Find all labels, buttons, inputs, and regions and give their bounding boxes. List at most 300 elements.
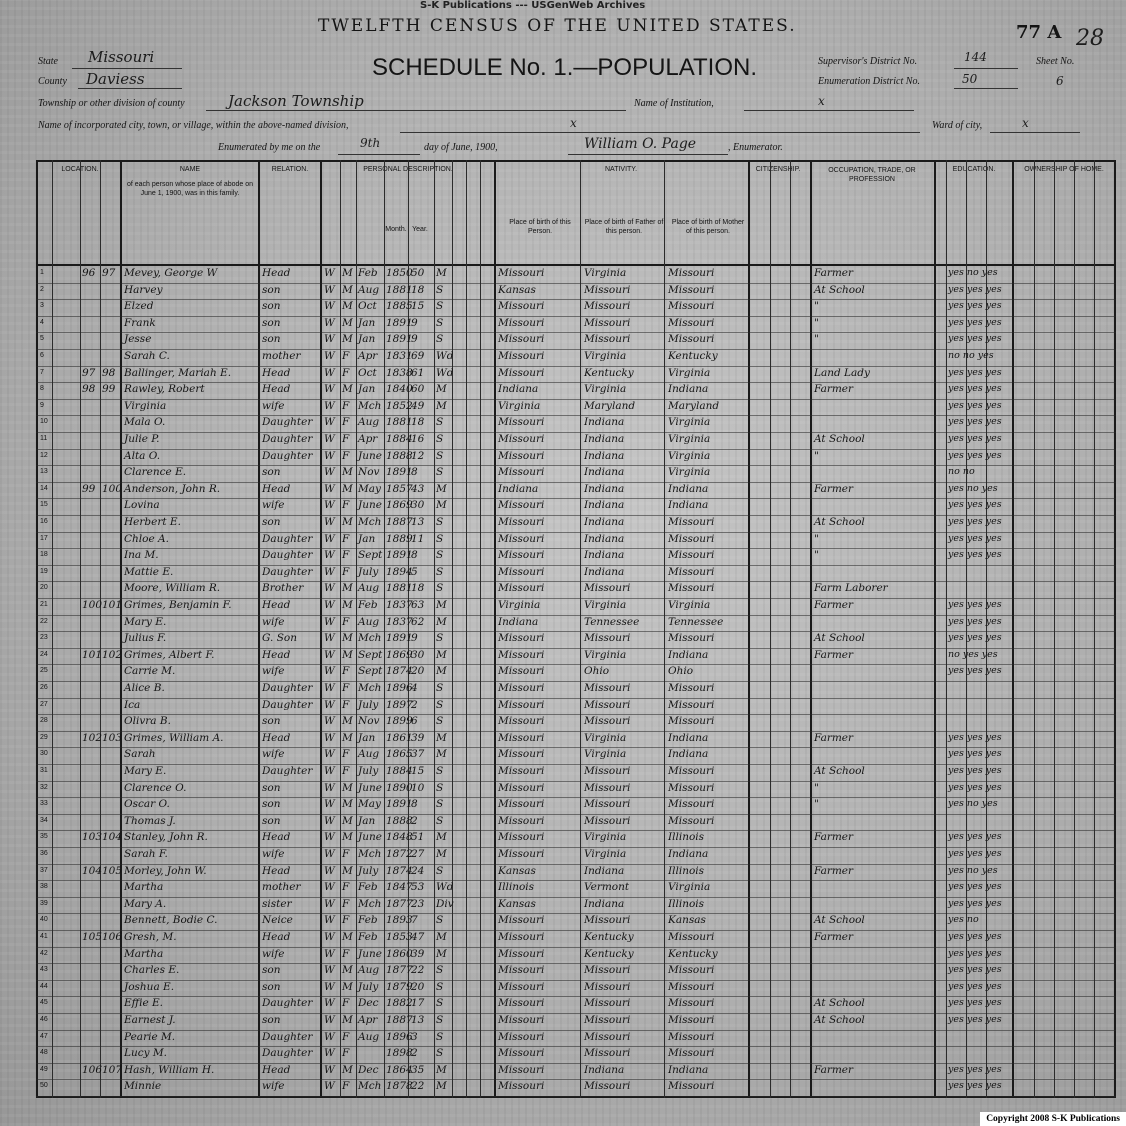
- row-b1: Missouri: [498, 582, 545, 595]
- row-b3: Illinois: [668, 897, 705, 910]
- row-year: 1848: [386, 831, 413, 844]
- row-occ: Farmer: [814, 831, 854, 844]
- row-fam: 98: [102, 366, 116, 379]
- row-edu: yes yes yes: [948, 665, 1002, 677]
- row-age: 39: [411, 731, 425, 744]
- row-month: Jan: [358, 731, 376, 744]
- row-rel: Daughter: [262, 449, 313, 462]
- row-sex: F: [342, 1080, 350, 1093]
- row-sex: M: [342, 333, 353, 346]
- row-b2: Missouri: [584, 316, 631, 329]
- row-month: Sept: [358, 648, 383, 661]
- row-month: Mch: [358, 848, 382, 860]
- row-n: 14: [40, 484, 48, 492]
- row-edu: yes yes yes: [948, 549, 1002, 561]
- month-label: day of June, 1900,: [424, 142, 498, 153]
- row-rel: Head: [262, 366, 291, 379]
- sheet-value: 6: [1056, 74, 1064, 88]
- row-n: 23: [40, 634, 48, 642]
- row-year: 1881: [386, 283, 413, 296]
- row-n: 29: [40, 733, 48, 741]
- table-row: [0, 864, 1126, 880]
- row-sex: F: [342, 765, 350, 777]
- row-year: 1891: [386, 549, 413, 562]
- row-b2: Vermont: [584, 881, 630, 894]
- table-row: [0, 432, 1126, 448]
- state-value: Missouri: [88, 48, 155, 66]
- row-color: W: [324, 698, 335, 711]
- row-ms: S: [436, 914, 444, 927]
- row-color: W: [324, 599, 335, 611]
- row-b2: Indiana: [584, 549, 625, 562]
- row-b1: Missouri: [498, 433, 545, 445]
- row-name: Grimes, William A.: [124, 731, 224, 744]
- row-b1: Missouri: [498, 831, 545, 844]
- row-month: Aug: [358, 615, 380, 628]
- row-name: Mevey, George W: [124, 267, 218, 279]
- row-sex: F: [342, 748, 350, 761]
- row-b1: Kansas: [498, 897, 536, 910]
- row-age: 49: [411, 399, 425, 412]
- township-label: Township or other division of county: [38, 98, 185, 109]
- row-age: 2: [411, 698, 418, 711]
- row-sex: F: [342, 399, 350, 412]
- row-b2: Missouri: [584, 698, 631, 711]
- row-month: Dec: [358, 997, 379, 1010]
- row-sex: M: [342, 632, 353, 645]
- table-row: [0, 1046, 1126, 1062]
- row-b3: Indiana: [668, 648, 709, 661]
- row-name: Sarah C.: [124, 350, 170, 362]
- row-b1: Missouri: [498, 781, 545, 794]
- row-occ: Farmer: [814, 383, 854, 396]
- row-ms: S: [436, 1047, 444, 1060]
- row-color: W: [324, 682, 335, 694]
- row-name: Frank: [124, 316, 156, 329]
- row-n: 24: [40, 650, 48, 658]
- row-rel: Head: [262, 1063, 291, 1076]
- row-edu: yes yes yes: [948, 599, 1002, 610]
- row-rel: son: [262, 316, 281, 329]
- row-rel: Daughter: [262, 565, 313, 578]
- row-dw: 101: [82, 648, 103, 661]
- row-b1: Missouri: [498, 516, 545, 528]
- row-sex: F: [342, 565, 350, 578]
- row-n: 9: [40, 401, 44, 409]
- row-year: 1865: [386, 748, 413, 761]
- col-citizenship: CITIZENSHIP.: [755, 166, 801, 173]
- row-rel: son: [262, 516, 281, 528]
- row-b1: Missouri: [498, 682, 545, 694]
- row-occ: ": [814, 532, 819, 545]
- table-row: [0, 598, 1126, 614]
- row-age: 2: [411, 1047, 418, 1060]
- row-ms: M: [436, 931, 447, 943]
- row-name: Ballinger, Mariah E.: [124, 366, 232, 379]
- row-rel: son: [262, 466, 281, 479]
- row-month: Mch: [358, 897, 382, 910]
- row-b3: Missouri: [668, 964, 715, 977]
- row-month: Mch: [358, 516, 382, 528]
- row-sex: F: [342, 914, 350, 927]
- row-edu: yes yes yes: [948, 931, 1002, 942]
- row-sex: M: [342, 316, 353, 329]
- row-sex: F: [342, 1030, 350, 1043]
- archive-banner: S-K Publications --- USGenWeb Archives: [420, 0, 646, 11]
- row-edu: no no: [948, 466, 975, 478]
- row-b2: Virginia: [584, 350, 627, 362]
- row-ms: S: [436, 433, 444, 445]
- row-b2: Virginia: [584, 599, 627, 611]
- row-b1: Missouri: [498, 499, 545, 512]
- city-label: Name of incorporated city, town, or village, within the above-named division,: [38, 120, 349, 131]
- row-month: Aug: [358, 582, 380, 595]
- row-occ: Farmer: [814, 267, 854, 279]
- row-b2: Indiana: [584, 449, 625, 462]
- row-n: 1: [40, 269, 44, 276]
- row-b3: Illinois: [668, 831, 705, 844]
- row-ms: M: [436, 665, 447, 678]
- row-b1: Missouri: [498, 665, 545, 678]
- row-sex: M: [342, 715, 353, 728]
- row-b2: Indiana: [584, 416, 625, 429]
- row-year: 1874: [386, 665, 413, 678]
- row-age: 24: [411, 864, 425, 877]
- row-edu: yes yes yes: [948, 632, 1002, 644]
- row-dw: 104: [82, 864, 103, 877]
- row-b3: Indiana: [668, 1063, 709, 1076]
- table-row: [0, 399, 1126, 415]
- row-b2: Indiana: [584, 897, 625, 910]
- row-age: 35: [411, 1063, 425, 1076]
- row-color: W: [324, 549, 335, 562]
- row-b3: Missouri: [668, 715, 715, 728]
- row-rel: G. Son: [262, 632, 297, 645]
- row-ms: Div: [436, 897, 454, 910]
- row-month: Apr: [358, 350, 378, 362]
- row-year: 1882: [386, 997, 413, 1010]
- row-ms: Wd: [436, 350, 454, 362]
- row-sex: F: [342, 947, 350, 960]
- row-b2: Kentucky: [584, 366, 634, 379]
- row-age: 9: [411, 316, 418, 329]
- row-rel: son: [262, 283, 281, 296]
- row-n: 4: [40, 318, 44, 326]
- row-month: July: [358, 698, 379, 711]
- row-color: W: [324, 532, 335, 545]
- row-month: Mch: [358, 1080, 382, 1093]
- row-b2: Missouri: [584, 914, 631, 927]
- row-sex: M: [342, 516, 353, 528]
- table-row: [0, 366, 1126, 382]
- row-color: W: [324, 482, 335, 495]
- enumerator-label: , Enumerator.: [728, 142, 783, 153]
- row-rel: Head: [262, 383, 291, 396]
- row-fam: 97: [102, 267, 116, 279]
- table-row: [0, 648, 1126, 664]
- row-ms: M: [436, 848, 447, 860]
- row-b2: Virginia: [584, 267, 627, 279]
- row-dw: 96: [82, 267, 96, 279]
- row-year: 1888: [386, 449, 413, 462]
- row-color: W: [324, 831, 335, 844]
- col-birth-person: Place of birth of this Person.: [509, 219, 571, 235]
- row-age: 7: [411, 914, 418, 927]
- row-n: 17: [40, 534, 48, 542]
- row-year: 1837: [386, 599, 413, 611]
- row-month: Mch: [358, 632, 382, 645]
- row-edu: yes yes yes: [948, 831, 1002, 843]
- row-b3: Kentucky: [668, 947, 718, 960]
- row-b2: Missouri: [584, 1080, 631, 1093]
- row-fam: 107: [102, 1063, 123, 1076]
- row-rel: wife: [262, 615, 285, 628]
- col-name-desc: of each person whose place of abode on June 1, 1900, was in this family.: [126, 181, 254, 197]
- row-fam: 102: [102, 648, 123, 661]
- row-name: Alice B.: [124, 682, 165, 694]
- row-age: 20: [411, 980, 425, 993]
- row-age: 2: [411, 814, 418, 827]
- row-rel: sister: [262, 897, 292, 910]
- row-year: 1888: [386, 814, 413, 827]
- row-age: 13: [411, 516, 425, 528]
- row-month: Jan: [358, 316, 376, 329]
- row-color: W: [324, 864, 335, 877]
- col-name: NAME: [179, 166, 201, 173]
- row-year: 1889: [386, 532, 413, 545]
- row-dw: 106: [82, 1063, 103, 1076]
- row-age: 11: [411, 532, 425, 545]
- table-row: [0, 1063, 1126, 1079]
- row-rel: Head: [262, 482, 291, 495]
- row-name: Ica: [124, 698, 141, 711]
- row-n: 38: [40, 883, 48, 891]
- row-b1: Missouri: [498, 814, 545, 827]
- row-name: Charles E.: [124, 964, 180, 977]
- row-age: 62: [411, 615, 425, 628]
- row-edu: yes yes yes: [948, 1063, 1002, 1075]
- table-row: [0, 830, 1126, 846]
- row-n: 2: [40, 285, 44, 293]
- row-color: W: [324, 516, 335, 528]
- row-month: June: [358, 499, 382, 512]
- row-dw: 102: [82, 731, 103, 744]
- row-sex: F: [342, 416, 350, 429]
- row-color: W: [324, 350, 335, 362]
- row-color: W: [324, 283, 335, 296]
- row-month: Feb: [358, 914, 378, 927]
- table-row: [0, 532, 1126, 548]
- row-age: 22: [411, 1080, 425, 1093]
- row-n: 18: [40, 551, 48, 559]
- row-name: Carrie M.: [124, 665, 176, 678]
- row-ms: M: [436, 399, 447, 412]
- row-b1: Missouri: [498, 1047, 545, 1060]
- col-year: Year.: [412, 226, 428, 233]
- row-b3: Missouri: [668, 1014, 715, 1026]
- col-personal: PERSONAL DESCRIPTION.: [363, 166, 453, 173]
- row-year: 1860: [386, 947, 413, 960]
- row-name: Olivra B.: [124, 715, 171, 728]
- row-sex: M: [342, 964, 353, 977]
- row-year: 1877: [386, 964, 413, 977]
- row-ms: S: [436, 698, 444, 711]
- table-row: [0, 947, 1126, 963]
- row-b3: Missouri: [668, 781, 715, 794]
- row-name: Mattie E.: [124, 565, 174, 578]
- row-year: 1896: [386, 682, 413, 694]
- row-b3: Missouri: [668, 980, 715, 993]
- row-n: 16: [40, 518, 48, 525]
- row-year: 1878: [386, 1080, 413, 1093]
- row-b1: Missouri: [498, 1014, 545, 1026]
- row-color: W: [324, 433, 335, 445]
- row-color: W: [324, 897, 335, 910]
- row-occ: At School: [814, 516, 865, 528]
- row-b3: Missouri: [668, 814, 715, 827]
- row-age: 10: [411, 781, 425, 794]
- row-year: 1891: [386, 466, 413, 479]
- table-row: [0, 681, 1126, 697]
- row-fam: 106: [102, 931, 123, 943]
- row-n: 7: [40, 368, 44, 376]
- row-year: 1891: [386, 798, 413, 811]
- row-color: W: [324, 748, 335, 761]
- row-b1: Missouri: [498, 350, 545, 362]
- row-ms: M: [436, 947, 447, 960]
- row-age: 37: [411, 748, 425, 761]
- row-rel: Neice: [262, 914, 293, 927]
- row-b1: Missouri: [498, 333, 545, 346]
- row-rel: wife: [262, 665, 285, 678]
- enumerated-label: Enumerated by me on the: [218, 142, 321, 153]
- row-name: Anderson, John R.: [124, 482, 221, 495]
- row-b3: Virginia: [668, 416, 711, 429]
- row-rel: Daughter: [262, 549, 313, 562]
- row-name: Joshua E.: [124, 980, 175, 993]
- row-b1: Missouri: [498, 1080, 545, 1093]
- row-edu: yes yes yes: [948, 1014, 1002, 1025]
- row-n: 26: [40, 684, 48, 691]
- row-edu: yes yes yes: [948, 300, 1002, 312]
- row-name: Chloe A.: [124, 532, 169, 545]
- row-b3: Virginia: [668, 433, 711, 445]
- row-ms: M: [436, 482, 447, 495]
- row-sex: F: [342, 848, 350, 860]
- row-edu: yes yes yes: [948, 366, 1002, 378]
- row-color: W: [324, 914, 335, 927]
- row-year: 1896: [386, 1030, 413, 1043]
- row-ms: S: [436, 1030, 444, 1043]
- row-b2: Indiana: [584, 466, 625, 479]
- row-b3: Kansas: [668, 914, 706, 927]
- row-b2: Missouri: [584, 781, 631, 794]
- table-row: [0, 581, 1126, 597]
- table-row: [0, 897, 1126, 913]
- row-sex: M: [342, 798, 353, 811]
- row-b2: Missouri: [584, 632, 631, 645]
- row-month: Aug: [358, 748, 380, 761]
- row-ms: S: [436, 532, 444, 545]
- row-color: W: [324, 466, 335, 479]
- row-b3: Indiana: [668, 731, 709, 744]
- row-month: Feb: [358, 881, 378, 894]
- row-ms: S: [436, 997, 444, 1010]
- row-year: 1872: [386, 848, 413, 860]
- row-b2: Missouri: [584, 814, 631, 827]
- row-age: 39: [411, 947, 425, 960]
- row-color: W: [324, 648, 335, 661]
- row-name: Pearie M.: [124, 1030, 176, 1043]
- row-b1: Missouri: [498, 267, 545, 279]
- col-nativity: NATIVITY.: [604, 166, 638, 173]
- row-color: W: [324, 632, 335, 645]
- row-edu: yes yes yes: [948, 333, 1002, 345]
- table-row: [0, 465, 1126, 481]
- row-b3: Missouri: [668, 516, 715, 528]
- row-sex: M: [342, 814, 353, 827]
- row-edu: yes yes yes: [948, 1080, 1002, 1092]
- row-rel: Head: [262, 931, 291, 943]
- row-b3: Missouri: [668, 997, 715, 1010]
- row-year: 1831: [386, 350, 413, 362]
- row-age: 47: [411, 931, 425, 943]
- row-sex: M: [342, 466, 353, 479]
- row-age: 61: [411, 366, 425, 379]
- row-occ: Farmer: [814, 731, 854, 744]
- row-n: 25: [40, 667, 48, 675]
- row-edu: yes yes yes: [948, 516, 1002, 527]
- row-edu: yes yes yes: [948, 997, 1002, 1009]
- row-n: 42: [40, 949, 48, 957]
- row-edu: yes no yes: [948, 798, 998, 810]
- table-row: [0, 714, 1126, 730]
- row-b2: Tennessee: [584, 615, 640, 628]
- row-name: Elzed: [124, 300, 154, 313]
- row-year: 1869: [386, 499, 413, 512]
- col-month: Month.: [385, 226, 407, 233]
- row-ms: S: [436, 682, 444, 694]
- row-month: Nov: [358, 715, 380, 728]
- row-n: 28: [40, 717, 48, 725]
- row-age: 30: [411, 499, 425, 512]
- row-b2: Indiana: [584, 864, 625, 877]
- row-edu: yes yes yes: [948, 383, 1002, 395]
- row-month: May: [358, 482, 381, 495]
- county-value: Daviess: [86, 70, 145, 88]
- row-age: 8: [411, 798, 418, 811]
- row-edu: yes yes yes: [948, 881, 1002, 893]
- row-b2: Missouri: [584, 997, 631, 1010]
- row-fam: 100: [102, 482, 123, 495]
- row-edu: yes yes yes: [948, 947, 1002, 959]
- row-n: 31: [40, 767, 48, 774]
- row-name: Moore, William R.: [124, 582, 221, 595]
- row-month: Jan: [358, 333, 376, 346]
- enumeration-label: Enumeration District No.: [818, 76, 920, 87]
- row-n: 19: [40, 567, 48, 575]
- row-color: W: [324, 416, 335, 429]
- row-age: 53: [411, 881, 425, 894]
- row-ms: M: [436, 648, 447, 661]
- row-month: Dec: [358, 1063, 379, 1076]
- row-month: Oct: [358, 300, 377, 313]
- enumeration-day: 9th: [360, 136, 381, 150]
- row-year: 1887: [386, 516, 413, 528]
- row-b3: Missouri: [668, 682, 715, 694]
- row-ms: S: [436, 300, 444, 313]
- ward-value: x: [1022, 116, 1029, 130]
